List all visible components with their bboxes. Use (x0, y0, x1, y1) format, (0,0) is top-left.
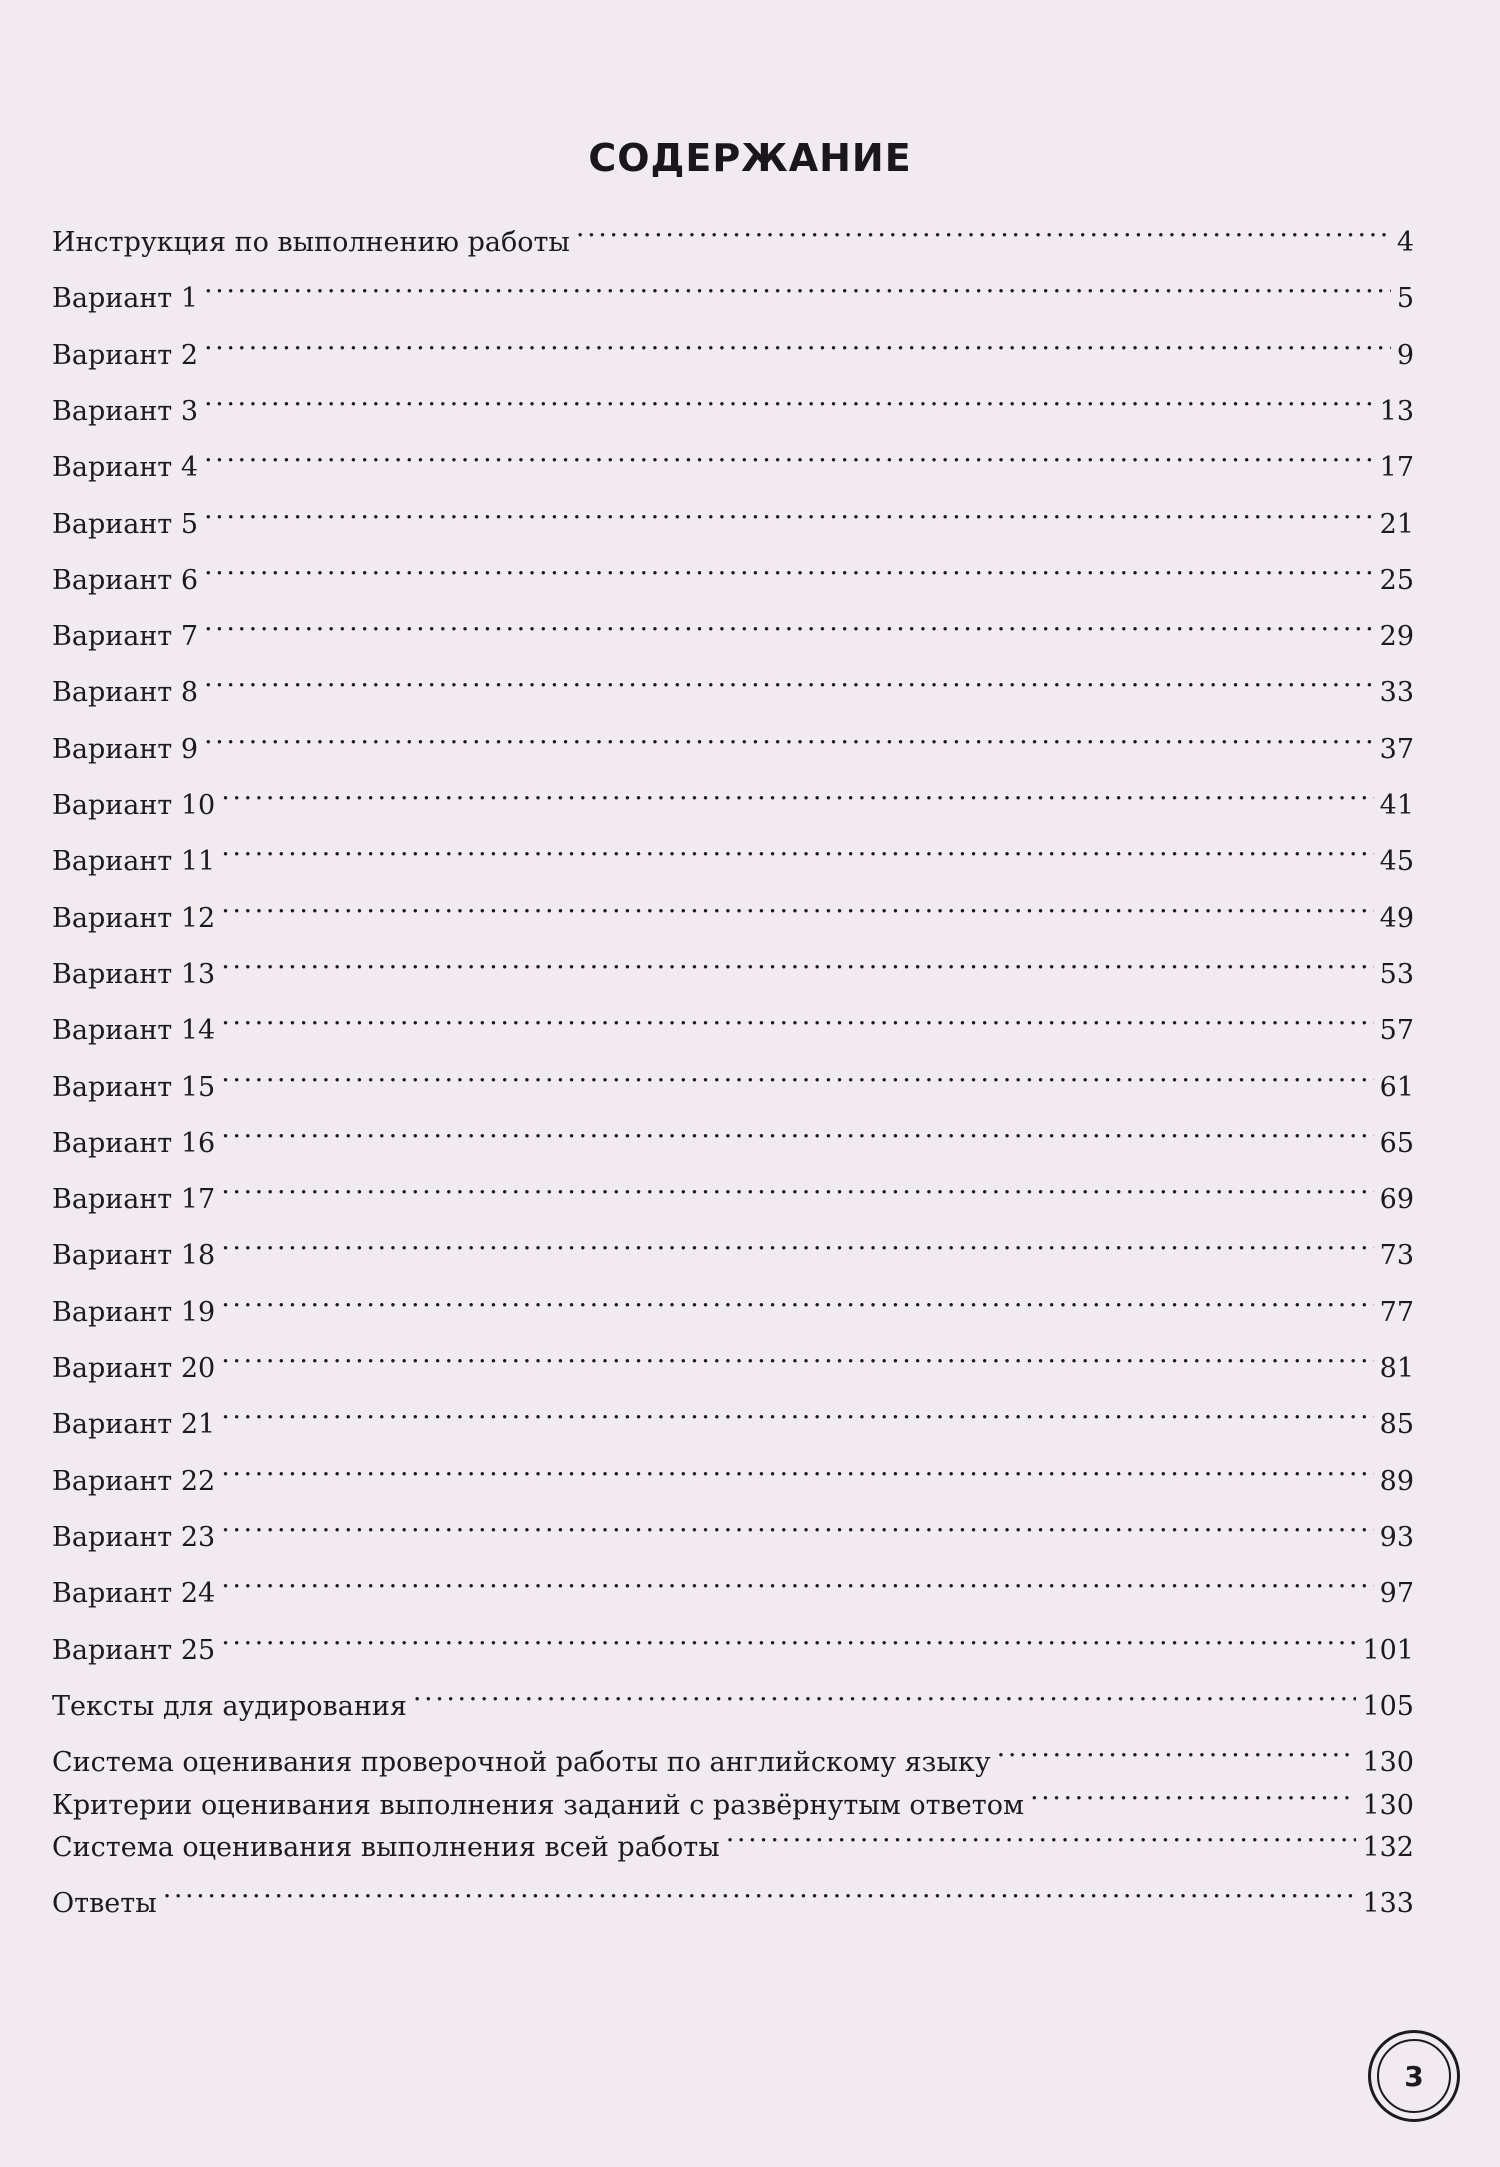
toc-entry-page: 5 (1396, 283, 1414, 315)
toc-entry-page: 4 (1396, 227, 1414, 258)
page-number: 3 (1377, 2039, 1451, 2113)
toc-entry (52, 543, 1414, 596)
toc-entry (52, 1866, 1414, 1919)
toc-entry (52, 881, 1414, 934)
page-title: СОДЕРЖАНИЕ (588, 136, 912, 180)
toc-leader-dots (221, 1500, 1373, 1546)
toc-entry (52, 261, 1414, 315)
toc-entry (52, 1556, 1414, 1610)
toc-leader-dots (204, 261, 1391, 307)
toc-entry-page: 61 (1379, 1071, 1414, 1103)
toc-leader-dots (221, 937, 1373, 983)
toc-entry-label: Вариант 3 (52, 395, 199, 427)
toc-entry-label: Вариант 20 (52, 1353, 216, 1384)
toc-entry (52, 1218, 1414, 1272)
toc-entry (52, 1331, 1414, 1384)
toc-entry-page: 57 (1379, 1015, 1414, 1047)
toc-entry-label: Вариант 10 (52, 790, 216, 821)
toc-entry-page: 17 (1379, 452, 1414, 484)
toc-entry-page: 93 (1379, 1521, 1414, 1553)
toc-entry-page: 132 (1362, 1831, 1414, 1863)
toc-leader-dots (576, 205, 1391, 251)
toc-leader-dots (726, 1810, 1357, 1856)
toc-entry-label: Вариант 4 (52, 452, 199, 484)
toc-leader-dots (221, 1556, 1373, 1602)
toc-leader-dots (221, 1275, 1373, 1321)
toc-entry (52, 205, 1414, 258)
toc-entry-label: Ответы (52, 1887, 157, 1919)
toc-entry (52, 1725, 1414, 1778)
toc-entry (52, 1810, 1414, 1863)
page-number-badge (1368, 2030, 1460, 2122)
toc-leader-dots (221, 1444, 1373, 1490)
toc-entry (52, 1768, 1414, 1821)
toc-leader-dots (204, 430, 1374, 476)
toc-entry-label: Вариант 21 (52, 1409, 216, 1441)
toc-entry-page: 133 (1362, 1887, 1414, 1919)
toc-entry-label: Вариант 18 (52, 1240, 216, 1272)
toc-entry (52, 1387, 1414, 1441)
toc-entry (52, 993, 1414, 1047)
toc-entry (52, 768, 1414, 821)
toc-entry (52, 318, 1414, 371)
toc-entry-label: Тексты для аудирования (52, 1690, 407, 1722)
toc-entry (52, 1613, 1414, 1666)
toc-entry-page: 33 (1379, 677, 1414, 709)
toc-entry-label: Вариант 14 (52, 1015, 216, 1047)
toc-entry-page: 97 (1379, 1578, 1414, 1610)
toc-entry-page: 45 (1379, 846, 1414, 878)
toc-leader-dots (204, 487, 1374, 533)
toc-entry-page: 73 (1379, 1240, 1414, 1272)
toc-entry (52, 374, 1414, 427)
toc-entry-page: 130 (1362, 1746, 1414, 1778)
toc-entry-label: Вариант 16 (52, 1127, 216, 1159)
toc-leader-dots (221, 881, 1373, 927)
toc-entry (52, 824, 1414, 878)
toc-entry-page: 65 (1379, 1127, 1414, 1159)
toc-entry (52, 1444, 1414, 1497)
toc-leader-dots (221, 993, 1373, 1039)
toc-entry-page: 53 (1379, 958, 1414, 990)
toc-entry-label: Вариант 22 (52, 1465, 216, 1497)
toc-entry (52, 1500, 1414, 1553)
toc-entry-label: Вариант 9 (52, 733, 199, 765)
toc-entry-page: 29 (1379, 621, 1414, 653)
toc-entry (52, 655, 1414, 709)
toc-leader-dots (163, 1866, 1357, 1912)
toc-leader-dots (221, 1613, 1356, 1659)
toc-entry (52, 1275, 1414, 1328)
toc-entry-page: 25 (1379, 564, 1414, 596)
toc-entry-label: Вариант 7 (52, 621, 199, 653)
toc-leader-dots (221, 1050, 1373, 1096)
toc-entry-label: Вариант 12 (52, 902, 216, 934)
toc-entry-page: 37 (1379, 733, 1414, 765)
toc-entry-label: Система оценивания проверочной работы по английскому языку (52, 1746, 991, 1778)
toc-entry-label: Вариант 1 (52, 283, 199, 315)
toc-entry-page: 81 (1379, 1353, 1414, 1384)
toc-entry-label: Система оценивания выполнения всей работы (52, 1831, 720, 1863)
toc-leader-dots (204, 374, 1374, 420)
toc-entry-page: 9 (1396, 339, 1414, 371)
toc-leader-dots (221, 824, 1373, 870)
toc-entry-label: Вариант 11 (52, 846, 216, 878)
toc-leader-dots (1030, 1768, 1356, 1814)
toc-leader-dots (221, 1162, 1373, 1208)
toc-entry (52, 1162, 1414, 1216)
toc-entry-label: Вариант 19 (52, 1296, 216, 1328)
toc-leader-dots (997, 1725, 1357, 1771)
toc-entry (52, 1050, 1414, 1103)
toc-leader-dots (204, 543, 1374, 589)
toc-entry-page: 41 (1379, 790, 1414, 821)
toc-entry (52, 599, 1414, 653)
toc-leader-dots (204, 712, 1374, 758)
toc-leader-dots (204, 599, 1374, 645)
toc-entry-page: 77 (1379, 1296, 1414, 1328)
toc-leader-dots (204, 655, 1374, 701)
toc-leader-dots (413, 1669, 1357, 1715)
toc-entry-label: Критерии оценивания выполнения заданий с развёрнутым ответом (52, 1789, 1024, 1821)
toc-entry (52, 1106, 1414, 1159)
toc-entry-page: 85 (1379, 1409, 1414, 1441)
toc-entry (52, 487, 1414, 540)
toc-entry (52, 712, 1414, 765)
toc-entry-label: Вариант 8 (52, 677, 199, 709)
toc-entry-label: Вариант 23 (52, 1521, 216, 1553)
toc-entry-page: 13 (1379, 395, 1414, 427)
toc-entry-label: Вариант 24 (52, 1578, 216, 1610)
toc-leader-dots (221, 1331, 1373, 1377)
toc-entry-page: 21 (1379, 508, 1414, 540)
toc-entry-page: 49 (1379, 902, 1414, 934)
toc-entry (52, 937, 1414, 990)
toc-entry-label: Вариант 5 (52, 508, 199, 540)
toc-entry (52, 430, 1414, 484)
toc-entry-label: Вариант 13 (52, 958, 216, 990)
toc-leader-dots (221, 1106, 1373, 1152)
toc-entry-label: Вариант 2 (52, 339, 199, 371)
toc-entry-label: Вариант 15 (52, 1071, 216, 1103)
toc-entry-label: Вариант 17 (52, 1184, 216, 1216)
toc-entry-label: Вариант 6 (52, 564, 199, 596)
toc-entry-label: Инструкция по выполнению работы (52, 227, 570, 258)
toc-leader-dots (221, 1387, 1373, 1433)
toc-leader-dots (204, 318, 1391, 364)
toc-leader-dots (221, 1218, 1373, 1264)
toc-entry-page: 101 (1362, 1634, 1414, 1666)
toc-entry-page: 130 (1362, 1789, 1414, 1821)
toc-entry-page: 89 (1379, 1465, 1414, 1497)
toc-entry-page: 69 (1379, 1184, 1414, 1216)
toc-entry (52, 1669, 1414, 1722)
toc-entry-page: 105 (1362, 1690, 1414, 1722)
toc-leader-dots (221, 768, 1373, 814)
toc-entry-label: Вариант 25 (52, 1634, 216, 1666)
